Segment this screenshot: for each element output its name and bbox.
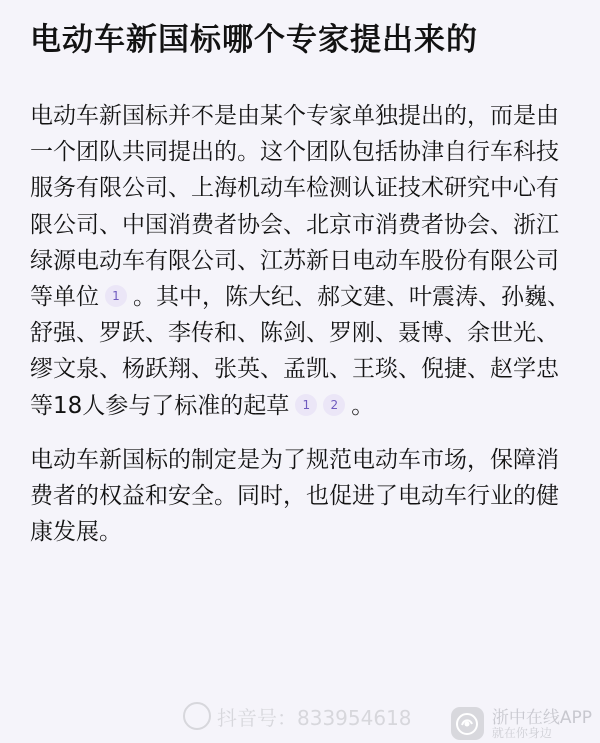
answer-paragraph bbox=[30, 98, 570, 424]
answer-text: 电动车新国标并不是由某个专家单独提出的，而是由一个团队共同提出的。这个团队包括协津自行车科技服务有限公司、上海机动车检测认证技术研究中心有限公司、中国消费者协会、北京市消费者协会、浙江绿源电动车有限公司、江苏新日电动车股份有限公司等单位 bbox=[30, 103, 559, 311]
citation-badge[interactable]: 1 bbox=[105, 285, 127, 307]
brand-title: 浙中在线APP bbox=[491, 707, 592, 728]
watermark-text: 抖音号：833954618 bbox=[217, 706, 412, 730]
douyin-icon bbox=[183, 702, 211, 730]
brand-text bbox=[492, 709, 592, 739]
answer-paragraph: 电动车新国标的制定是为了规范电动车市场，保障消费者的权益和安全。同时，也促进了电动车行业的健康发展。 bbox=[30, 446, 559, 546]
answer-content bbox=[30, 98, 570, 568]
answer-text: 。 bbox=[351, 392, 375, 419]
answer-text: 。其中，陈大纪、郝文建、叶震涛、孙巍、舒强、罗跃、李传和、陈剑、罗刚、聂博、余世光、缪文泉、杨跃翔、张英、孟凯、王琰、倪捷、赵学忠等18人参与了标准的起草 bbox=[30, 284, 570, 419]
citation-group bbox=[102, 279, 130, 315]
brand-watermark bbox=[451, 707, 592, 740]
page-title: 电动车新国标哪个专家提出来的 bbox=[30, 22, 478, 58]
citation-badge[interactable]: 1 bbox=[295, 394, 317, 416]
brand-logo-mark bbox=[455, 712, 479, 736]
citation-group bbox=[292, 388, 348, 424]
brand-logo-icon bbox=[451, 707, 484, 740]
watermark bbox=[183, 702, 412, 731]
brand-subtitle: 就在你身边 bbox=[491, 725, 552, 740]
citation-badge[interactable]: 2 bbox=[323, 394, 345, 416]
